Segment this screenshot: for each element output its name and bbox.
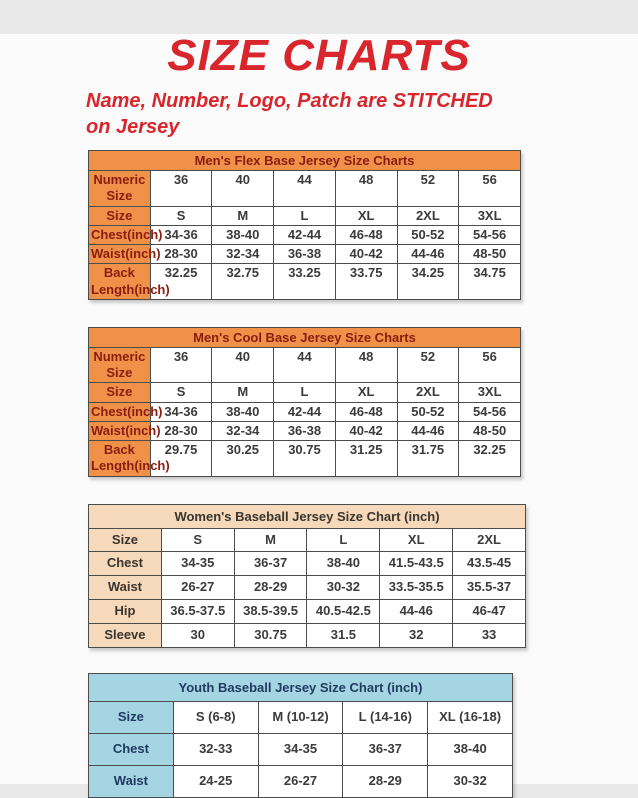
- data-cell: 38.5-39.5: [234, 600, 307, 624]
- row-label-cell: Back Length(inch): [89, 441, 151, 477]
- mens-flex-base-size-chart-section: [88, 150, 638, 300]
- data-cell: 30-32: [428, 765, 513, 797]
- table-row: [89, 600, 526, 624]
- row-label-cell: Chest(inch): [89, 225, 151, 244]
- data-cell: 30.75: [274, 441, 336, 477]
- data-cell: 28-29: [343, 765, 428, 797]
- data-cell: 31.25: [335, 441, 397, 477]
- data-cell: 44: [274, 347, 336, 383]
- data-cell: 54-56: [459, 225, 521, 244]
- data-cell: 38-40: [212, 402, 274, 421]
- data-cell: 36.5-37.5: [161, 600, 234, 624]
- data-cell: 36-37: [343, 733, 428, 765]
- row-label-cell: Numeric Size: [89, 171, 151, 207]
- data-cell: 33.5-35.5: [380, 576, 453, 600]
- data-cell: 42-44: [274, 402, 336, 421]
- data-cell: 40: [212, 347, 274, 383]
- row-label-cell: Sleeve: [89, 624, 162, 648]
- data-cell: 33.25: [274, 264, 336, 300]
- mens-cool-base-size-chart: [88, 327, 521, 477]
- data-cell: 48-50: [459, 421, 521, 440]
- table-row: [89, 171, 521, 207]
- data-cell: 34-35: [161, 552, 234, 576]
- data-cell: 44-46: [380, 600, 453, 624]
- row-label-cell: Chest: [89, 552, 162, 576]
- youth-baseball-size-chart: [88, 673, 513, 798]
- data-cell: 28-30: [150, 421, 212, 440]
- data-cell: 33: [453, 624, 526, 648]
- page-subtitle: [86, 88, 566, 140]
- data-cell: L: [307, 528, 380, 552]
- data-cell: M: [212, 206, 274, 225]
- data-cell: 32.75: [212, 264, 274, 300]
- data-cell: 40.5-42.5: [307, 600, 380, 624]
- data-cell: XL: [335, 383, 397, 402]
- table-row: [89, 383, 521, 402]
- data-cell: 2XL: [397, 206, 459, 225]
- tables-area: [88, 150, 638, 798]
- data-cell: L (14-16): [343, 701, 428, 733]
- row-label-cell: Hip: [89, 600, 162, 624]
- table-title: Men's Flex Base Jersey Size Charts: [89, 151, 521, 171]
- row-label-cell: Back Length(inch): [89, 264, 151, 300]
- data-cell: S (6-8): [173, 701, 258, 733]
- table-title: Youth Baseball Jersey Size Chart (inch): [89, 673, 513, 701]
- table-row: [89, 552, 526, 576]
- table-row: [89, 225, 521, 244]
- row-label-cell: Size: [89, 701, 174, 733]
- table-row: [89, 528, 526, 552]
- data-cell: 44-46: [397, 245, 459, 264]
- data-cell: L: [274, 383, 336, 402]
- data-cell: L: [274, 206, 336, 225]
- data-cell: 48-50: [459, 245, 521, 264]
- data-cell: 38-40: [212, 225, 274, 244]
- data-cell: 56: [459, 171, 521, 207]
- data-cell: 26-27: [161, 576, 234, 600]
- data-cell: 31.75: [397, 441, 459, 477]
- data-cell: 40-42: [335, 421, 397, 440]
- data-cell: 32-34: [212, 245, 274, 264]
- table-title-row: [89, 673, 513, 701]
- data-cell: 36-38: [274, 421, 336, 440]
- data-cell: S: [150, 206, 212, 225]
- data-cell: 28-30: [150, 245, 212, 264]
- table-row: [89, 264, 521, 300]
- row-label-cell: Waist: [89, 576, 162, 600]
- table-row: [89, 701, 513, 733]
- data-cell: 32-34: [212, 421, 274, 440]
- table-row: [89, 765, 513, 797]
- data-cell: 36: [150, 171, 212, 207]
- table-title-row: [89, 504, 526, 528]
- data-cell: 48: [335, 347, 397, 383]
- row-label-cell: Size: [89, 383, 151, 402]
- table-row: [89, 733, 513, 765]
- data-cell: 3XL: [459, 383, 521, 402]
- page-subtitle-line1: Name, Number, Logo, Patch are STITCHED: [86, 90, 493, 112]
- data-cell: 34-35: [258, 733, 343, 765]
- data-cell: 32.25: [459, 441, 521, 477]
- youth-baseball-size-chart-section: [88, 673, 638, 798]
- data-cell: S: [150, 383, 212, 402]
- row-label-cell: Waist(inch): [89, 421, 151, 440]
- data-cell: 31.5: [307, 624, 380, 648]
- data-cell: XL: [335, 206, 397, 225]
- data-cell: 36: [150, 347, 212, 383]
- table-row: [89, 245, 521, 264]
- table-title: Men's Cool Base Jersey Size Charts: [89, 327, 521, 347]
- data-cell: 30.75: [234, 624, 307, 648]
- data-cell: 38-40: [428, 733, 513, 765]
- row-label-cell: Chest(inch): [89, 402, 151, 421]
- data-cell: 46-48: [335, 402, 397, 421]
- table-row: [89, 441, 521, 477]
- data-cell: 32-33: [173, 733, 258, 765]
- data-cell: 28-29: [234, 576, 307, 600]
- data-cell: 41.5-43.5: [380, 552, 453, 576]
- data-cell: XL (16-18): [428, 701, 513, 733]
- data-cell: 36-37: [234, 552, 307, 576]
- row-label-cell: Size: [89, 206, 151, 225]
- data-cell: 30-32: [307, 576, 380, 600]
- data-cell: 38-40: [307, 552, 380, 576]
- data-cell: 32: [380, 624, 453, 648]
- data-cell: 52: [397, 347, 459, 383]
- page-subtitle-line2: on Jersey: [86, 116, 180, 138]
- data-cell: 35.5-37: [453, 576, 526, 600]
- womens-baseball-size-chart: [88, 504, 526, 648]
- womens-baseball-size-chart-section: [88, 504, 638, 648]
- data-cell: 54-56: [459, 402, 521, 421]
- table-row: [89, 206, 521, 225]
- data-cell: 34.75: [459, 264, 521, 300]
- data-cell: 50-52: [397, 225, 459, 244]
- table-title-row: [89, 151, 521, 171]
- table-row: [89, 624, 526, 648]
- data-cell: 34.25: [397, 264, 459, 300]
- table-row: [89, 347, 521, 383]
- mens-cool-base-size-chart-section: [88, 327, 638, 477]
- data-cell: 48: [335, 171, 397, 207]
- row-label-cell: Waist(inch): [89, 245, 151, 264]
- mens-flex-base-size-chart: [88, 150, 521, 300]
- table-title: Women's Baseball Jersey Size Chart (inch): [89, 504, 526, 528]
- data-cell: 44: [274, 171, 336, 207]
- data-cell: 34-36: [150, 225, 212, 244]
- data-cell: 50-52: [397, 402, 459, 421]
- table-row: [89, 576, 526, 600]
- data-cell: 3XL: [459, 206, 521, 225]
- data-cell: 40-42: [335, 245, 397, 264]
- table-row: [89, 421, 521, 440]
- data-cell: M: [234, 528, 307, 552]
- data-cell: 32.25: [150, 264, 212, 300]
- page-title: SIZE CHARTS: [167, 31, 471, 80]
- data-cell: 56: [459, 347, 521, 383]
- data-cell: 2XL: [453, 528, 526, 552]
- row-label-cell: Chest: [89, 733, 174, 765]
- data-cell: 30.25: [212, 441, 274, 477]
- data-cell: 36-38: [274, 245, 336, 264]
- row-label-cell: Size: [89, 528, 162, 552]
- data-cell: 43.5-45: [453, 552, 526, 576]
- data-cell: 42-44: [274, 225, 336, 244]
- data-cell: 30: [161, 624, 234, 648]
- data-cell: 46-47: [453, 600, 526, 624]
- data-cell: M: [212, 383, 274, 402]
- row-label-cell: Numeric Size: [89, 347, 151, 383]
- data-cell: 2XL: [397, 383, 459, 402]
- data-cell: 24-25: [173, 765, 258, 797]
- data-cell: XL: [380, 528, 453, 552]
- size-charts-page: [0, 31, 638, 788]
- row-label-cell: Waist: [89, 765, 174, 797]
- data-cell: 29.75: [150, 441, 212, 477]
- data-cell: 40: [212, 171, 274, 207]
- data-cell: 46-48: [335, 225, 397, 244]
- data-cell: M (10-12): [258, 701, 343, 733]
- data-cell: 26-27: [258, 765, 343, 797]
- data-cell: 34-36: [150, 402, 212, 421]
- table-row: [89, 402, 521, 421]
- data-cell: S: [161, 528, 234, 552]
- table-title-row: [89, 327, 521, 347]
- data-cell: 33.75: [335, 264, 397, 300]
- data-cell: 44-46: [397, 421, 459, 440]
- data-cell: 52: [397, 171, 459, 207]
